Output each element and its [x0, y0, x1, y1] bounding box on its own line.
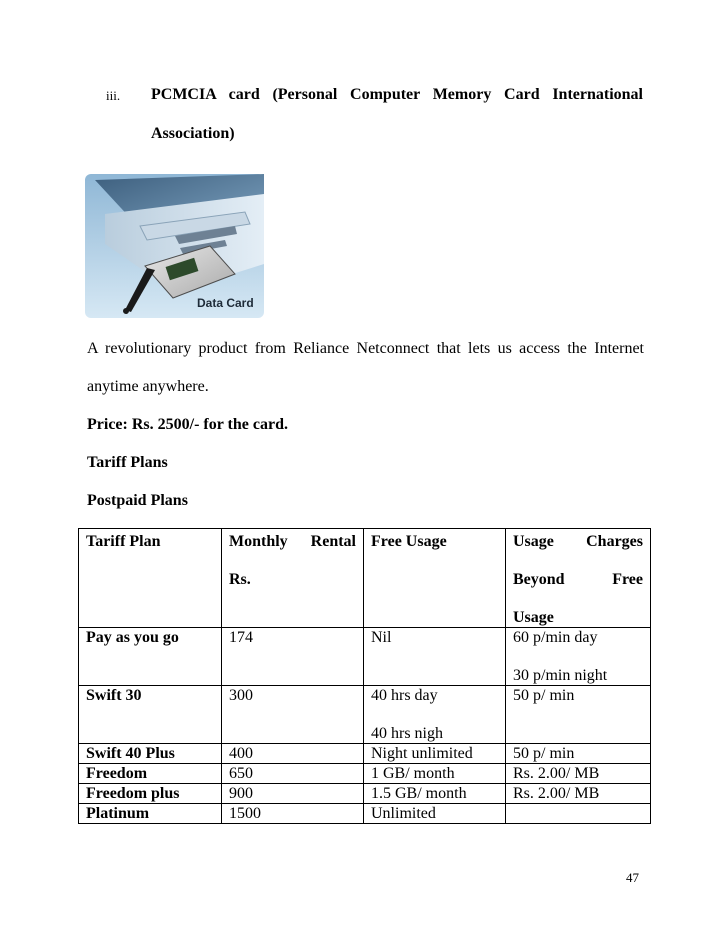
table-row: [79, 804, 651, 824]
section-heading: PCMCIA card (Personal Computer Memory Card International: [151, 86, 643, 103]
cell-charges: 60 p/min day 30 p/min night: [506, 628, 651, 686]
cell-charges: [506, 804, 651, 824]
cell-plan: Swift 40 Plus: [79, 744, 222, 764]
header-tariff-plan: Tariff Plan: [79, 529, 222, 628]
data-card-caption: Data Card: [197, 296, 254, 310]
postpaid-plans-heading: Postpaid Plans: [87, 492, 188, 509]
cell-plan: Freedom: [79, 764, 222, 784]
cell-charges: Rs. 2.00/ MB: [506, 784, 651, 804]
tariff-plans-heading: Tariff Plans: [87, 454, 168, 471]
cell-plan: Freedom plus: [79, 784, 222, 804]
table-header-row: [79, 529, 651, 628]
header-monthly-rental: Monthly Rental Rs.: [222, 529, 364, 628]
price-text: Price: Rs. 2500/- for the card.: [87, 416, 288, 433]
cell-rental: 1500: [222, 804, 364, 824]
page-number: 47: [626, 870, 639, 885]
header-usage-charges: Usage Charges Beyond Free Usage: [506, 529, 651, 628]
cell-plan: Platinum: [79, 804, 222, 824]
cell-free-usage: 40 hrs day 40 hrs nigh: [364, 686, 506, 744]
cell-charges: Rs. 2.00/ MB: [506, 764, 651, 784]
cell-rental: 400: [222, 744, 364, 764]
data-card-image: [85, 174, 264, 318]
cell-free-usage: Unlimited: [364, 804, 506, 824]
table-row: [79, 744, 651, 764]
tariff-table: [78, 528, 651, 824]
list-item-number: iii.: [106, 88, 121, 103]
cell-rental: 650: [222, 764, 364, 784]
cell-plan: Swift 30: [79, 686, 222, 744]
cell-free-usage: 1 GB/ month: [364, 764, 506, 784]
cell-charges: 50 p/ min: [506, 686, 651, 744]
cell-rental: 300: [222, 686, 364, 744]
cell-rental: 900: [222, 784, 364, 804]
cell-plan: Pay as you go: [79, 628, 222, 686]
table-row: [79, 764, 651, 784]
description-paragraph: A revolutionary product from Reliance Netconnect that lets us access the Internet: [87, 340, 644, 357]
table-row: [79, 686, 651, 744]
cell-free-usage: 1.5 GB/ month: [364, 784, 506, 804]
table-row: [79, 784, 651, 804]
cell-rental: 174: [222, 628, 364, 686]
table-row: [79, 628, 651, 686]
cell-charges: 50 p/ min: [506, 744, 651, 764]
header-free-usage: Free Usage: [364, 529, 506, 628]
description-paragraph-continued: anytime anywhere.: [87, 378, 209, 395]
section-heading-continued: Association): [151, 125, 235, 142]
cell-free-usage: Night unlimited: [364, 744, 506, 764]
cell-free-usage: Nil: [364, 628, 506, 686]
